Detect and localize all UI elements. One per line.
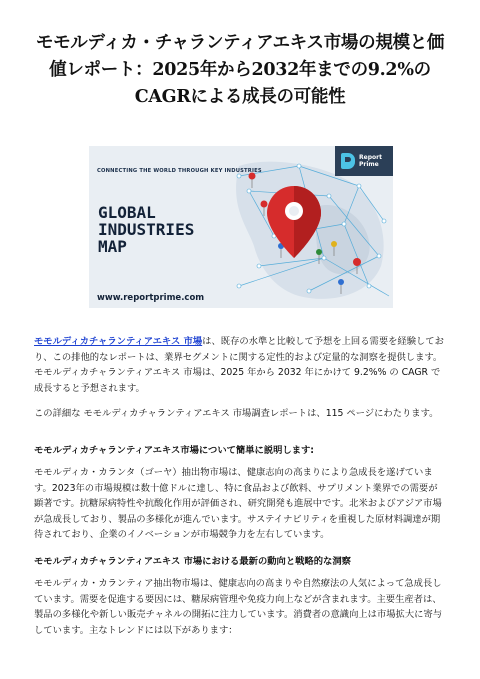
logo-text (359, 154, 382, 168)
map-title-line: GLOBAL (98, 203, 156, 222)
section2-heading: モモルディカチャランティアエキス 市場における最新の動向と戦略的な洞察 (34, 556, 351, 567)
section1-heading: モモルディカチャランティアエキス市場について簡単に説明します: (34, 445, 315, 456)
section2-paragraph (34, 576, 446, 638)
logo-line: Report (359, 154, 382, 161)
hero-image (89, 146, 393, 308)
page-title: モモルディカ・チャランティアエキス市場の規模と価値レポート：2025年から2032年までの9.2%のCAGRによる成長の可能性 (35, 33, 445, 107)
hero-url: www.reportprime.com (97, 293, 205, 303)
section1-paragraph (34, 465, 446, 543)
report-prime-logo (335, 146, 393, 176)
map-title-line: INDUSTRIES (98, 220, 195, 239)
hero-tagline: CONNECTING THE WORLD THROUGH KEY INDUSTRIES (97, 168, 262, 174)
market-link[interactable]: モモルディカチャランティアエキス 市場 (34, 336, 203, 347)
logo-line: Prime (359, 161, 379, 168)
section1-text: モモルディカ・カランタ（ゴーヤ）抽出物市場は、健康志向の高まりにより急成長を遂げています。2023年の市場規模は数十億ドルに達し、特に食品および飲料、サプリメント業界での需要が顕著です。抗糖尿病特性や抗酸化作用が評価され、研究開発も進展中です。北米およびアジア市場が急成長しており、製品の多様化が進んでいます。サステイナビリティを重視した原材料調達が期待されており、企業のイノベーションが市場競争力を左右しています。 (34, 467, 442, 540)
logo-mark-icon (341, 153, 355, 169)
intro-paragraph (34, 334, 446, 396)
pages-note-text: この詳細な モモルディカチャランティアエキス 市場調査レポートは、115 ページにわたります。 (34, 408, 439, 419)
hero-map-title (98, 204, 228, 255)
section2-text: モモルディカ・カランティア抽出物市場は、健康志向の高まりや自然療法の人気によって急成長しています。需要を促進する要因には、糖尿病管理や免疫力向上などが含まれます。主要生産者は、製品の多様化や新しい販売チャネルの開拓に注力しています。消費者の意識向上は市場拡大に寄与しています。主なトレンドには以下があります： (34, 578, 443, 636)
map-title-line: MAP (98, 237, 127, 256)
pages-note (34, 406, 446, 422)
intro-text: は、既存の水準と比較して予想を上回る需要を経験しており、この排他的なレポートは、業界セグメントに関する定性的および定量的な洞察を提供します。 モモルディカチャランティアエキス 市場は、2025 年から 2032 年にかけて 9.2%% の CAGR で成長すると予想されます。 (34, 336, 444, 394)
